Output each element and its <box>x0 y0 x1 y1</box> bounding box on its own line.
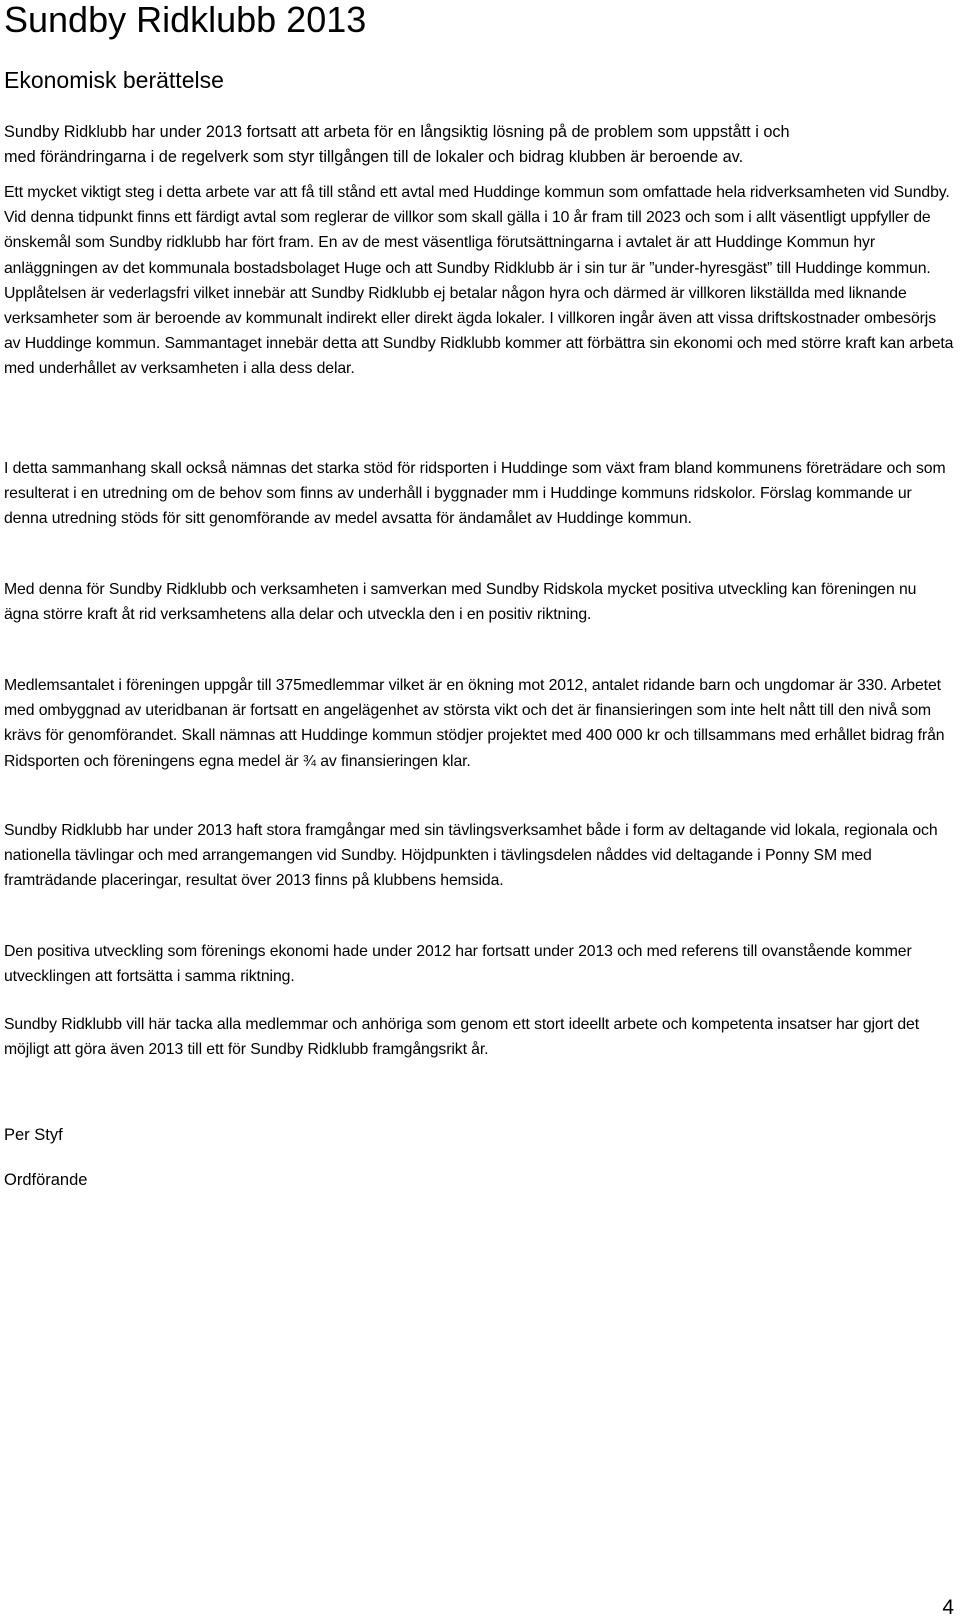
signature-name: Per Styf <box>4 1126 63 1144</box>
intro-paragraph <box>4 120 952 170</box>
paragraph-membership: Medlemsantalet i föreningen uppgår till 375medlemmar vilket är en ökning mot 2012, antalet ridande barn och ungdomar är 330. Arbetet med ombyggnad av uteridbanan är fortsatt en angelägenhet av största vikt och det är finansieringen som inte helt nått till den nivå som krävs för genomförandet. Skall nämnas att Huddinge kommun stödjer projektet med 400 000 kr och tillsammans med erhållet bidrag från Ridsporten och föreningens egna medel är ¾ av finansieringen klar. <box>4 677 945 770</box>
intro-line: med förändringarna i de regelverk som styr tillgången till de lokaler och bidrag klubben är beroende av. <box>4 148 744 166</box>
signature-role: Ordförande <box>4 1171 88 1189</box>
paragraph-thanks: Sundby Ridklubb vill här tacka alla medlemmar och anhöriga som genom ett stort ideellt arbete och kompetenta insatser har gjort det möjligt att göra även 2013 till ett för Sundby Ridklubb framgångsrikt år. <box>4 1016 920 1059</box>
paragraph-agreement: Ett mycket viktigt steg i detta arbete var att få till stånd ett avtal med Huddinge kommun som omfattade hela ridverksamheten vid Sundby. Vid denna tidpunkt finns ett färdigt avtal som reglerar de villkor som skall gälla i 10 år fram till 2023 och som i allt väsentligt uppfyller de önskemål som Sundby ridklubb har fört fram. En av de mest väsentliga förutsättningarna i avtalet är att Huddinge Kommun hyr anläggningen av det kommunala bostadsbolaget Huge och att Sundby Ridklubb är i sin tur är ”under-hyresgäst” till Huddinge kommun. Upplåtelsen är vederlagsfri vilket innebär att Sundby Ridklubb ej betalar någon hyra och därmed är villkoren likställda med liknande verksamheter som är beroende av kommunalt indirekt eller direkt ägda lokaler. I villkoren ingår även att vissa driftskostnader ombesörjs av Huddinge kommun. Sammantaget innebär detta att Sundby Ridklubb kommer att förbättra sin ekonomi och med större kraft kan arbeta med underhållet av verksamheten i alla dess delar. <box>4 184 954 378</box>
paragraph-support: I detta sammanhang skall också nämnas det starka stöd för ridsporten i Huddinge som växt fram bland kommunens företrädare och som resulterat i en utredning om de behov som finns av underhåll i byggnader mm i Huddinge kommuns ridskolor. Förslag kommande ur denna utredning stöds för sitt genomförande av medel avsatta för ändamålet av Huddinge kommun. <box>4 460 946 528</box>
page-number: 4 <box>942 1596 954 1619</box>
section-heading: Ekonomisk berättelse <box>4 67 224 93</box>
paragraph-economy: Den positiva utveckling som förenings ekonomi hade under 2012 har fortsatt under 2013 och med referens till ovanstående kommer utvecklingen att fortsätta i samma riktning. <box>4 943 912 986</box>
document-title: Sundby Ridklubb 2013 <box>4 0 367 40</box>
paragraph-development: Med denna för Sundby Ridklubb och verksamheten i samverkan med Sundby Ridskola mycket positiva utveckling kan föreningen nu ägna större kraft åt rid verksamhetens alla delar och utveckla den i en positiv riktning. <box>4 581 917 624</box>
paragraph-competitions: Sundby Ridklubb har under 2013 haft stora framgångar med sin tävlingsverksamhet både i form av deltagande vid lokala, regionala och nationella tävlingar och med arrangemangen vid Sundby. Höjdpunkten i tävlingsdelen nåddes vid deltagande i Ponny SM med framträdande placeringar, resultat över 2013 finns på klubbens hemsida. <box>4 822 938 890</box>
intro-line: Sundby Ridklubb har under 2013 fortsatt att arbeta för en långsiktig lösning på de problem som uppstått i och <box>4 123 790 141</box>
